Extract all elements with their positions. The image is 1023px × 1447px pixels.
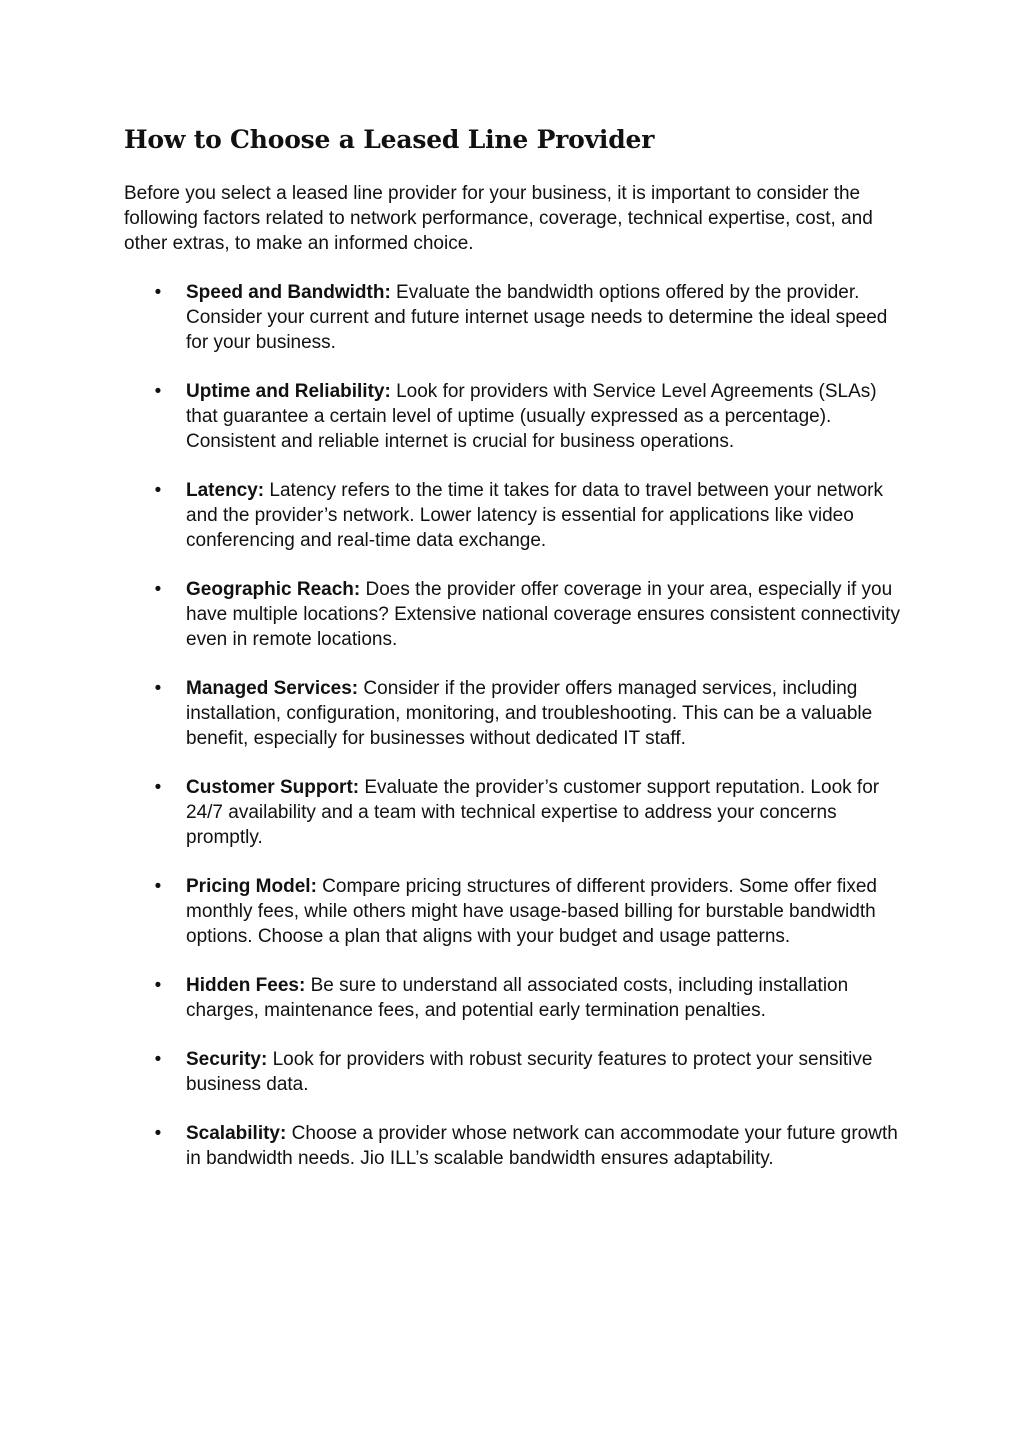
item-text: Does the provider offer coverage in your area, especially if you have multiple locations? Extensive national coverage ensures consistent connectivity even in remote locations.	[186, 579, 900, 650]
list-item	[124, 379, 904, 454]
list-item	[124, 973, 904, 1023]
list-item	[124, 775, 904, 850]
bullet-icon: •	[154, 381, 162, 402]
item-text: Evaluate the provider’s customer support reputation. Look for 24/7 availability and a team with technical expertise to address your concerns promptly.	[186, 777, 880, 848]
bullet-icon: •	[154, 1049, 162, 1070]
bullet-icon: •	[154, 282, 162, 303]
item-text: Latency refers to the time it takes for data to travel between your network and the provider’s network. Lower latency is essential for applications like video conferencing and real-time data exchange.	[186, 480, 884, 551]
item-text: Look for providers with robust security features to protect your sensitive business data.	[186, 1049, 873, 1095]
list-item	[124, 478, 904, 553]
bullet-icon: •	[154, 777, 162, 798]
item-term: Uptime and Reliability:	[186, 381, 391, 402]
item-text: Be sure to understand all associated costs, including installation charges, maintenance fees, and potential early termination penalties.	[186, 975, 849, 1021]
item-term: Scalability:	[186, 1123, 287, 1144]
item-text: Evaluate the bandwidth options offered by the provider. Consider your current and future internet usage needs to determine the ideal speed for your business.	[186, 282, 888, 353]
item-term: Geographic Reach:	[186, 579, 361, 600]
document-page	[124, 122, 904, 1171]
item-text: Compare pricing structures of different providers. Some offer fixed monthly fees, while others might have usage-based billing for burstable bandwidth options. Choose a plan that aligns with your budget and usage patterns.	[186, 876, 877, 947]
bullet-icon: •	[154, 876, 162, 897]
list-item	[124, 280, 904, 355]
item-term: Speed and Bandwidth:	[186, 282, 391, 303]
list-item	[124, 676, 904, 751]
item-term: Hidden Fees:	[186, 975, 306, 996]
item-term: Security:	[186, 1049, 268, 1070]
bullet-icon: •	[154, 678, 162, 699]
item-term: Latency:	[186, 480, 265, 501]
bullet-icon: •	[154, 1123, 162, 1144]
item-text: Choose a provider whose network can accommodate your future growth in bandwidth needs. Jio ILL’s scalable bandwidth ensures adaptability.	[186, 1123, 898, 1169]
bullet-icon: •	[154, 579, 162, 600]
list-item	[124, 874, 904, 949]
page-title: How to Choose a Leased Line Provider	[124, 125, 655, 154]
factor-list	[124, 280, 904, 1171]
intro-paragraph: Before you select a leased line provider for your business, it is important to consider the following factors related to network performance, coverage, technical expertise, cost, and other extras, to make an informed choice.	[124, 183, 873, 254]
bullet-icon: •	[154, 480, 162, 501]
bullet-icon: •	[154, 975, 162, 996]
item-text: Consider if the provider offers managed services, including installation, configuration, monitoring, and troubleshooting. This can be a valuable benefit, especially for businesses without dedicated IT staff.	[186, 678, 873, 749]
list-item	[124, 1121, 904, 1171]
item-text: Look for providers with Service Level Agreements (SLAs) that guarantee a certain level of uptime (usually expressed as a percentage). Consistent and reliable internet is crucial for business operations.	[186, 381, 877, 452]
item-term: Customer Support:	[186, 777, 360, 798]
list-item	[124, 577, 904, 652]
list-item	[124, 1047, 904, 1097]
item-term: Managed Services:	[186, 678, 359, 699]
item-term: Pricing Model:	[186, 876, 317, 897]
